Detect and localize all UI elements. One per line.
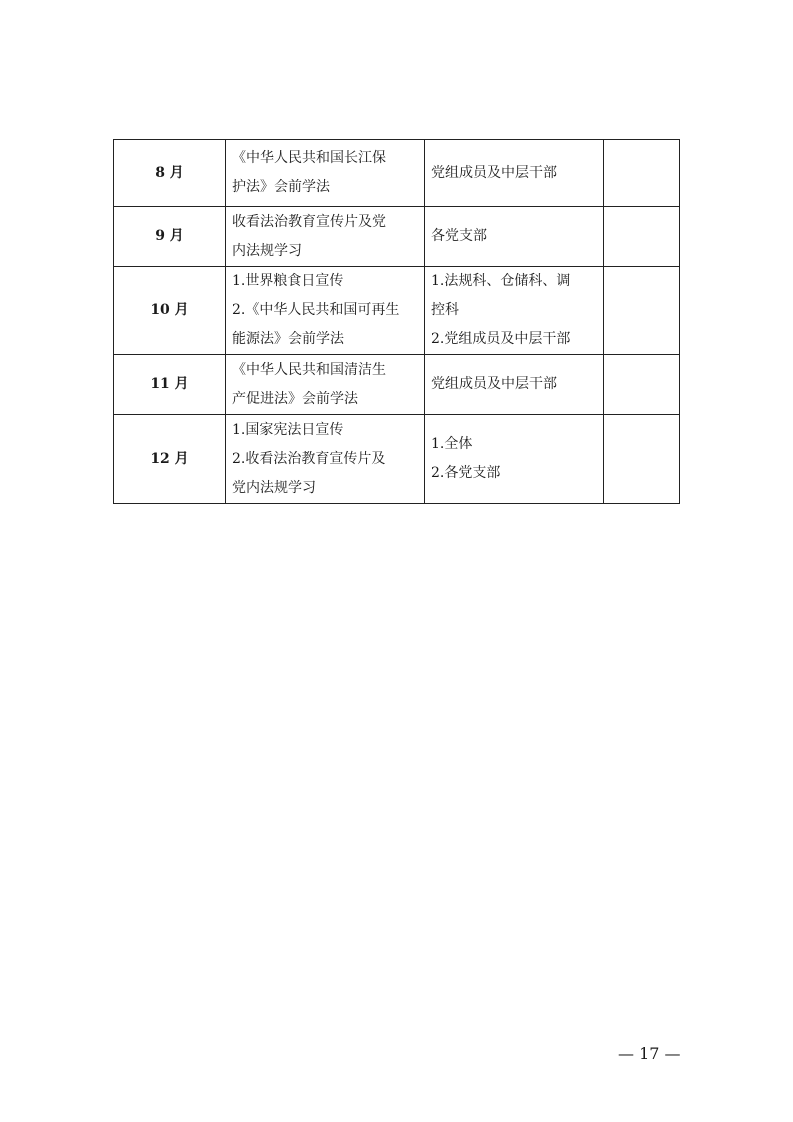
content-cell: [226, 140, 425, 207]
month-cell: 9 月: [114, 207, 226, 267]
content-line: 《中华人民共和国长江保: [232, 150, 386, 166]
note-cell: [604, 267, 680, 355]
content-line: 护法》会前学法: [232, 179, 330, 195]
table-row: [114, 207, 680, 267]
content-line: 党内法规学习: [232, 479, 316, 496]
content-line: 收看法治教育宣传片及党: [232, 213, 386, 230]
target-line: 2.各党支部: [431, 465, 501, 481]
schedule-table: [113, 139, 680, 504]
target-cell: [425, 207, 604, 267]
target-line: 各党支部: [431, 228, 487, 244]
content-line: 1.国家宪法日宣传: [232, 421, 344, 438]
target-cell: [425, 140, 604, 207]
content-line: 产促进法》会前学法: [232, 390, 358, 407]
month-cell: 10 月: [114, 267, 226, 355]
content-cell: [226, 415, 425, 504]
target-cell: [425, 415, 604, 504]
content-cell: [226, 267, 425, 355]
note-cell: [604, 415, 680, 504]
target-line: 2.党组成员及中层干部: [431, 331, 571, 347]
target-cell: [425, 355, 604, 415]
content-cell: [226, 355, 425, 415]
target-line: 1.全体: [431, 436, 473, 452]
target-line: 1.法规科、仓储科、调: [431, 273, 571, 289]
content-line: 《中华人民共和国清洁生: [232, 361, 386, 378]
table-row: [114, 267, 680, 355]
table-row: [114, 415, 680, 504]
content-line: 内法规学习: [232, 242, 302, 259]
month-cell: 11 月: [114, 355, 226, 415]
content-line: 2.收看法治教育宣传片及: [232, 450, 386, 467]
target-cell: [425, 267, 604, 355]
page-number: — 17 —: [618, 1044, 681, 1063]
note-cell: [604, 355, 680, 415]
content-line: 能源法》会前学法: [232, 331, 344, 347]
month-cell: 8 月: [114, 140, 226, 207]
month-cell: 12 月: [114, 415, 226, 504]
table-row: [114, 140, 680, 207]
content-line: 1.世界粮食日宣传: [232, 273, 344, 289]
target-line: 控科: [431, 302, 459, 318]
target-line: 党组成员及中层干部: [431, 376, 557, 392]
content-line: 2.《中华人民共和国可再生: [232, 302, 400, 318]
content-cell: [226, 207, 425, 267]
note-cell: [604, 140, 680, 207]
note-cell: [604, 207, 680, 267]
table-row: [114, 355, 680, 415]
target-line: 党组成员及中层干部: [431, 164, 557, 181]
